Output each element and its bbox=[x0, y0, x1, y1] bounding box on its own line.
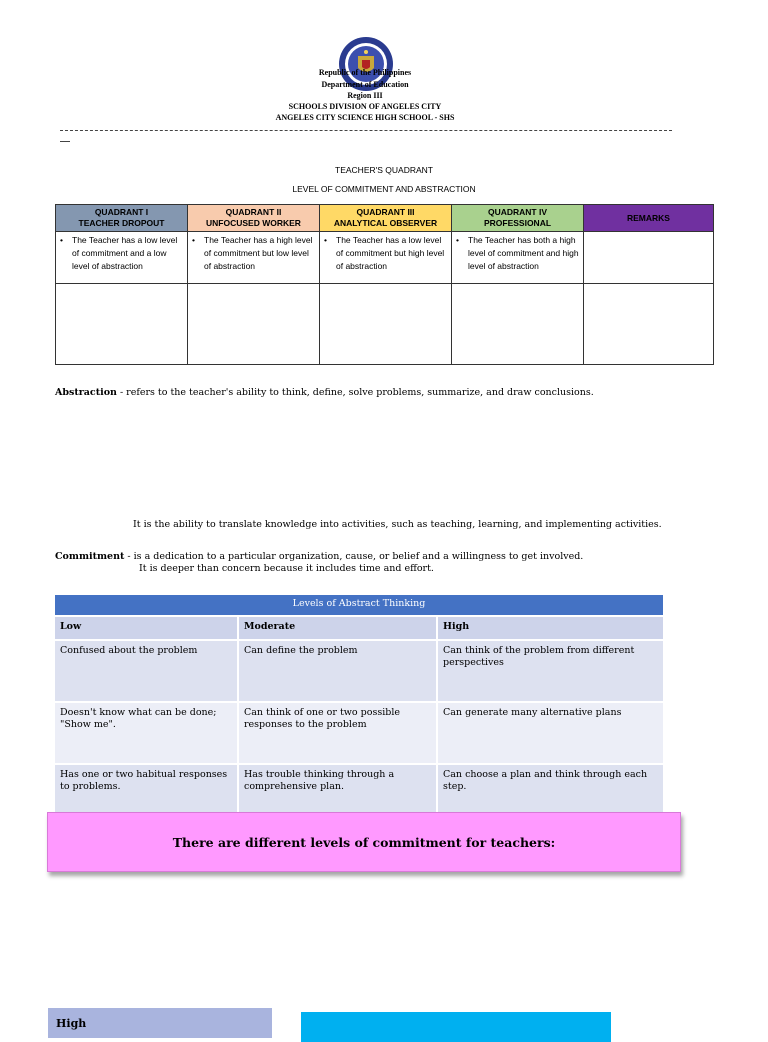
quadrant-2-desc-cell bbox=[188, 232, 320, 284]
levels-cell: Can think of one or two possible responses to the problem bbox=[239, 703, 438, 765]
header-republic: Republic of the Philippines bbox=[318, 68, 412, 77]
commitment-levels-banner bbox=[47, 812, 681, 872]
quadrant-empty-row bbox=[56, 284, 714, 365]
levels-cell: Has one or two habitual responses to problems. bbox=[55, 765, 239, 827]
quadrant-1-name: TEACHER DROPOUT bbox=[78, 218, 165, 228]
levels-cell: Can choose a plan and think through each step. bbox=[438, 765, 665, 827]
quadrant-2-label: QUADRANT II bbox=[225, 207, 282, 217]
high-commitment-box bbox=[48, 1008, 272, 1038]
header-school: ANGELES CITY SCIENCE HIGH SCHOOL - SHS bbox=[275, 113, 455, 122]
abstraction-extra: It is the ability to translate knowledge into activities, such as teaching, learning, and implementing activities. bbox=[133, 519, 662, 530]
empty-cell bbox=[320, 284, 452, 365]
abstraction-term: Abstraction bbox=[55, 387, 117, 398]
quadrant-3-desc: The Teacher has a low level of commitment but high level of abstraction bbox=[336, 235, 445, 271]
abstraction-paragraph bbox=[55, 387, 745, 399]
empty-cell bbox=[56, 284, 188, 365]
header-division: SCHOOLS DIVISION OF ANGELES CITY bbox=[288, 102, 442, 111]
quadrant-1-header bbox=[56, 205, 188, 232]
quadrant-3-desc-cell bbox=[320, 232, 452, 284]
quadrant-4-header bbox=[452, 205, 584, 232]
levels-table bbox=[55, 595, 665, 827]
remarks-label: REMARKS bbox=[627, 212, 670, 223]
commitment-info-box bbox=[301, 1012, 611, 1042]
quadrant-4-desc-cell bbox=[452, 232, 584, 284]
high-label: High bbox=[56, 1017, 87, 1030]
header-divider-short bbox=[60, 141, 70, 142]
quadrant-3-label: QUADRANT III bbox=[356, 207, 415, 217]
remarks-cell bbox=[584, 232, 714, 284]
levels-cell: Can define the problem bbox=[239, 641, 438, 703]
quadrant-4-desc: The Teacher has both a high level of commitment and high level of abstraction bbox=[468, 235, 579, 271]
table-row bbox=[55, 641, 665, 703]
quadrant-2-header bbox=[188, 205, 320, 232]
quadrant-title: TEACHER'S QUADRANT bbox=[335, 165, 433, 175]
banner-text: There are different levels of commitment for teachers: bbox=[172, 834, 556, 850]
bullet-icon: • bbox=[324, 235, 327, 245]
quadrant-2-desc: The Teacher has a high level of commitment but low level of abstraction bbox=[204, 235, 313, 271]
table-row bbox=[55, 703, 665, 765]
quadrant-4-name: PROFESSIONAL bbox=[483, 218, 552, 228]
header-region: Region III bbox=[347, 91, 383, 100]
levels-header-moderate: Moderate bbox=[239, 617, 438, 641]
levels-cell: Confused about the problem bbox=[55, 641, 239, 703]
quadrant-1-desc-cell bbox=[56, 232, 188, 284]
commitment-extra: It is deeper than concern because it includes time and effort. bbox=[139, 563, 434, 574]
quadrant-desc-row bbox=[56, 232, 714, 284]
remarks-header bbox=[584, 205, 714, 232]
commitment-paragraph bbox=[55, 551, 745, 563]
commitment-definition: - is a dedication to a particular organization, cause, or belief and a willingness to get involved. bbox=[124, 551, 584, 562]
bullet-icon: • bbox=[192, 235, 195, 245]
levels-cell: Doesn't know what can be done; "Show me". bbox=[55, 703, 239, 765]
levels-header-high: High bbox=[438, 617, 665, 641]
levels-cell: Has trouble thinking through a comprehensive plan. bbox=[239, 765, 438, 827]
empty-cell bbox=[452, 284, 584, 365]
commitment-term: Commitment bbox=[55, 551, 125, 562]
levels-cell: Can think of the problem from different perspectives bbox=[438, 641, 665, 703]
quadrant-4-label: QUADRANT IV bbox=[487, 207, 548, 217]
empty-cell bbox=[188, 284, 320, 365]
quadrant-table bbox=[55, 204, 714, 365]
quadrant-1-label: QUADRANT I bbox=[94, 207, 149, 217]
levels-header-row bbox=[55, 617, 665, 641]
quadrant-3-name: ANALYTICAL OBSERVER bbox=[333, 218, 438, 228]
empty-cell bbox=[584, 284, 714, 365]
quadrant-subtitle: LEVEL OF COMMITMENT AND ABSTRACTION bbox=[292, 184, 476, 194]
bullet-icon: • bbox=[456, 235, 459, 245]
quadrant-1-desc: The Teacher has a low level of commitment and a low level of abstraction bbox=[72, 235, 178, 271]
quadrant-2-name: UNFOCUSED WORKER bbox=[206, 218, 301, 228]
header-department: Department of Education bbox=[321, 80, 409, 89]
quadrant-3-header bbox=[320, 205, 452, 232]
bullet-icon: • bbox=[60, 235, 63, 245]
quadrant-header-row bbox=[56, 205, 714, 232]
abstraction-definition: - refers to the teacher's ability to think, define, solve problems, summarize, and draw conclusions. bbox=[116, 387, 594, 398]
levels-title-row bbox=[55, 595, 665, 617]
header-divider bbox=[60, 130, 672, 131]
levels-title: Levels of Abstract Thinking bbox=[55, 595, 665, 617]
levels-header-low: Low bbox=[55, 617, 239, 641]
levels-cell: Can generate many alternative plans bbox=[438, 703, 665, 765]
